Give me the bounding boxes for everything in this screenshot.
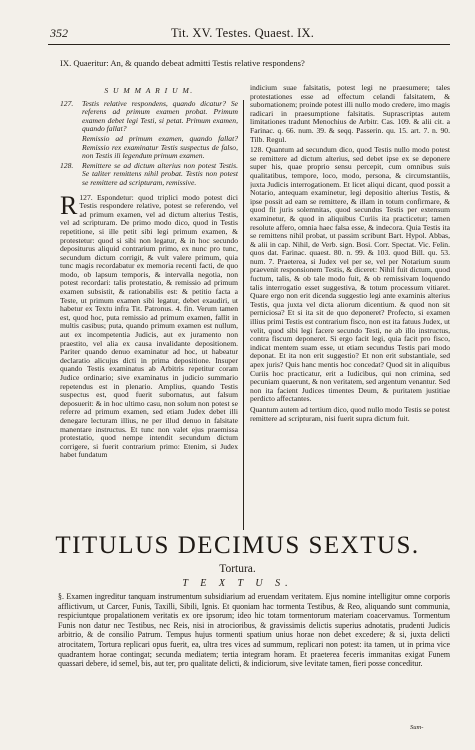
summary-item bbox=[60, 162, 238, 188]
column-divider bbox=[243, 100, 244, 530]
header-rule bbox=[48, 44, 450, 45]
question-heading: IX. Quaeritur: An, & quando debeat admitti Testis relative respondens? bbox=[60, 58, 305, 68]
paragraph-128 bbox=[250, 146, 450, 404]
summary-item-text: Testis relative respondens, quando dicatur? Se referens ad primum examen probat. Primum examen debet legi Testi, si petat. Primum examen, quando fallat? bbox=[82, 98, 238, 134]
textus-label: T E X T U S. bbox=[182, 578, 293, 589]
left-column bbox=[60, 84, 238, 530]
summary-title: S U M M A R I U M. bbox=[104, 86, 194, 95]
paragraph-text: Espondetur: quod triplici modo potest dici Testis respondere relative, potest se referendo, vel ad primum examen, vel ad dictum alterius Testis, vel ad scripturam. De primo modo dico, quod in Testis repetitione, si ille petit sibi legi primum examen, & protestetur: quod si sibi non legatur, & in hoc secundo depositurus aliquid contrarium primo, ex nunc pro tunc, secundum dictum corrigit, & vult valere primum, quia tunc magis recordabatur ex memoria recenti facti, de quo modo, ob lapsum temporis, & intervalla negotia, non potest recordari: talis protestatio, & remissio ad primum examen subsistit, & rationabilis est: & petitio facta a Teste, ut primum examen sibi legatur, debet exaudiri, ut habetur ex Textu infra Tit. Patronus. 4. fin. Verum tamen est, quod hoc, puta remissio ad primum examen, fallit in multis casibus; puta, quando primum examen est nullum, aut ex incompetentia Judicis, aut ex juramento non praestito, vel alia ex causa invalidante depositionem. Pariter quando denuo examinatur ad hoc, ut habeatur declaratio alicujus dicti in prima depositione. Insuper quando Testis examinatus ab Arbitris repetitur coram Judice ordinario; sive examinatus in judicio summario repetendus est in plenario. Amplius, quando Testis suspectus est, quod fuerit subornatus, aut falsum deposuerit: & in hoc ultimo casu, non solum non potest se referre ad primum examen, sed etiam Judex debet illi denegare lecturam illius, ne per illud denuo in falsitate manentare instructus. Et tunc non valet ejus praemissa protestatio, quod nempe intendit secundum dictum corrigere, si fuerit contrarium primo: Etenim, si Judex habet fundatum bbox=[60, 192, 238, 460]
summary-item bbox=[60, 135, 238, 161]
running-title: Tit. XV. Testes. Quaest. IX. bbox=[171, 26, 315, 40]
section-subtitle: Tortura. bbox=[219, 563, 256, 575]
drop-cap: R bbox=[60, 190, 78, 220]
right-column bbox=[250, 84, 450, 530]
summary-item-number bbox=[60, 135, 78, 161]
paragraph-tertium: Quantum autem ad tertium dico, quod nullo modo Testis se potest remittere ad scripturam, nisi fuerit supra dictum fuit. bbox=[250, 404, 450, 423]
paragraph-127 bbox=[60, 190, 238, 460]
summary-item-number: 127. bbox=[60, 98, 74, 108]
textus-body bbox=[58, 592, 450, 669]
summary-item bbox=[60, 100, 238, 134]
paragraph-continued: indicium suae falsitatis, potest legi ne praesumere; tales protestationes esse ad effectum celandi falsitatem, & subornationem; proinde potest illi nullo modo credere, imo magis radicari in praesumptione falsitatis. Suprascriptas autem limitationes tradunt Menochius de Arbitr. Cas. 109. & alii cit. a Farinac. q. 66. num. 39. & seqq. Passerin. qu. 15. art. 7. n. 90. Tilb. Regul. bbox=[250, 84, 450, 144]
paragraph-number: 128. bbox=[250, 145, 264, 155]
catchword: Sum- bbox=[410, 724, 424, 731]
summary-item-text: Remissio ad primum examen, quando fallat? Remissio rex examinatur Testis suspectus de falso, non Testis ili legendum primum examen. bbox=[82, 133, 238, 161]
summary-item-number: 128. bbox=[60, 160, 74, 170]
paragraph-number: 127. bbox=[79, 192, 93, 202]
textus-paragraph: §. Examen ingreditur tanquam instrumentum subsidiarium ad eruendam veritatem. Ejus nomine intelligitur omne corporis afflictivum, ut Carcer, Funis, Taxilli, Sibili, Ignis. Et quoniam hac tormenta Testibus, & Reo, aliquando sunt communia, respiciuntque propalationem veritatis ex ore ipsorum; ideo hic totam tormentorum materiam coacervamus. Tormentum Funis non datur nec Testibus, nec Reis, nisi in atrocioribus, & gravissimis delictis superius adnotatis, prudenti Judicis arbitrio, & de consilio Patrum. Tempus hujus tormenti spatium unius horae non debet excedere; & si, juxta delicti atrocitatem, Tortura replicari opus fuerit, ea, ultra tres vices ad summum, replicari non potest: ita tamen, ut in prima vice quadrantem horae contingat; secunda mediatem; tertia integram horam. Et praeterea feceris immanitas exigat Funem quassari debere, id semel, bis, aut ter, pro qualitate delicti, & indiciorum, sive levitate tamen, fieri posse conceditur. bbox=[58, 592, 450, 669]
summary-item-text: Remittere se ad dictum alterius non potest Testis. Se taliter remittens nihil probat. Testis non potest se remittere ad scripturam, remissive. bbox=[82, 160, 238, 187]
paragraph-text: Quantum ad secundum dico, quod Testis nullo modo potest se remittere ad dictum alterius, sed debet ipse ex se deponere super his, quae proprio sensu percepit, cum omnibus suis qualitatibus, tempore, loco, modo, persona, & circumstantiis, juxta Judicis interrogationem. Et licet aliqui dicant, quod possit a Notario, antequam examinetur, legi depositio alterius Testis, & ipse possit ad eam se remittere, & illam in totum confirmare, & quod fit juris solemnitas, quod secundus Testis per extensum examinetur, & quod in aliquibus Curiis ita practicetur; tamen resolute affero, omnia haec falsa esse, & indecora. Quia Testis ita se remittens nihil probat, ut passim scribunt Bart. Hypol. Abbas, & alii in cap. Nihil, de Verb. sign. Bosi. Corr. Spectat. Vic. Felin. quos dat. Farinac. quaest. 80. n. 99. & 103. quod Bill. qu. 53. num. 7. Praeterea, si Judex vel per se, vel per Notarium suum praevenit responsionem Testis, & diceret: Nihil fuit dictum, quod fuctum, talis, & ob tale modo fuit, & ob remissivam loquendo talis interrogatio esset suggestiva, & totum processum vitiaret. Quare ergo non erit dicenda suggestio legi ante examinis alterius Testis, qua juxta vel dicta aliorum dicentium. & quod non sit perniciosa? Et si ita sit de quo deponeret? Profecto, si examen illius primi Testis est contrarium fisco, non est ita fatuus Judex, ut velit, quod sibi legi facere secundo Testi, ne ab illo instructus, contra fiscum deponeret. Si ergo facit legi, quia facit pro fisco, indicat mentem suam esse, ut etiam secundus Testis pari modo deponat. Et ita non erit suggestio? Et non erit substantiale, sed apex juris? Quis hanc mentis hoc concedat? Quod sit in aliquibus Curiis hoc practicatur, erit a Iudicibus, qui non crimina, sed pecuniam quaerunt, & non veritatem, sed argentum venantur. Sed non ita facient Judices timentes Deum, & puritatem justitiae perdicto affectantes. bbox=[250, 145, 450, 404]
section-title: TITULUS DECIMUS SEXTUS. bbox=[55, 532, 420, 559]
page-number: 352 bbox=[50, 26, 68, 40]
